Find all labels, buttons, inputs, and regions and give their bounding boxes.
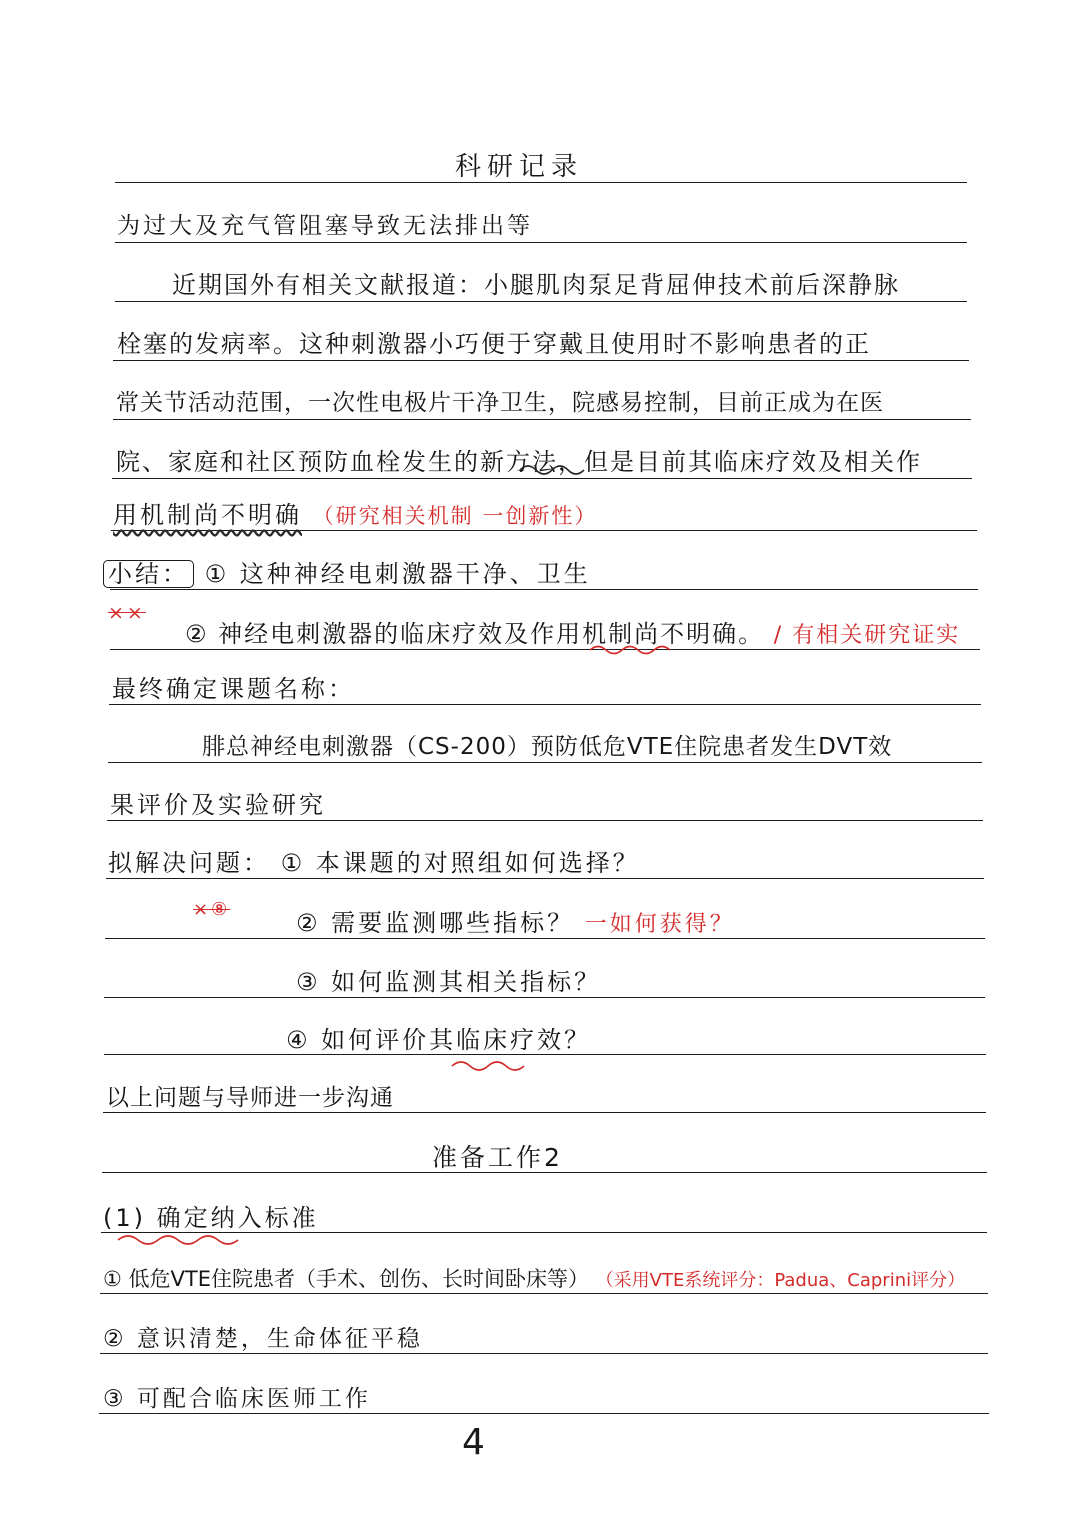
summary-line-2 <box>185 619 960 651</box>
topic-line: 腓总神经电刺激器（CS-200）预防低危VTE住院患者发生DVT效 <box>202 734 893 760</box>
summary-label: 小结： <box>103 560 194 588</box>
rule-line <box>115 182 967 183</box>
summary-line-1 <box>103 559 591 589</box>
rule-line <box>109 704 981 705</box>
problem-item: ③ 如何监测其相关指标？ <box>296 968 602 996</box>
problem-item: ① 本课题的对照组如何选择？ <box>280 849 640 877</box>
rule-line <box>110 589 978 590</box>
criteria-item: ③ 可配合临床医师工作 <box>103 1386 371 1412</box>
red-annotation: 一如何获得？ <box>584 912 735 937</box>
topic-label: 最终确定课题名称： <box>112 675 355 703</box>
page-number: 4 <box>462 1422 485 1463</box>
crossed-out-mark: ×⑧ <box>193 899 231 920</box>
problems-label: 拟解决问题： <box>108 849 270 877</box>
section-heading: 准备工作2 <box>432 1143 563 1172</box>
summary-item: ① 这种神经电刺激器干净、卫生 <box>204 560 591 588</box>
text-line: 栓塞的发病率。这种刺激器小巧便于穿戴且使用时不影响患者的正 <box>117 330 871 358</box>
problems-line-2 <box>296 908 735 940</box>
wavy-underline-mark <box>452 1062 524 1070</box>
text-line: 常关节活动范围，一次性电极片干净卫生，院感易控制，目前正成为在医 <box>116 390 884 416</box>
rule-line <box>112 478 972 479</box>
rule-line <box>113 419 971 420</box>
page-title: 科研记录 <box>455 152 584 182</box>
criteria-item: ① 低危VTE住院患者（手术、创伤、长时间卧床等） <box>103 1267 589 1291</box>
problem-item: ② 需要监测哪些指标？ <box>296 909 575 937</box>
topic-line: 果评价及实验研究 <box>110 791 326 819</box>
rule-line <box>115 242 967 243</box>
text-line: 院、家庭和社区预防血栓发生的新方法，但是目前其临床疗效及相关作 <box>116 448 922 476</box>
rule-line <box>108 762 982 763</box>
criteria-heading: (1) 确定纳入标准 <box>103 1204 319 1232</box>
rule-line <box>106 878 984 879</box>
criteria-item: ② 意识清楚，生命体征平稳 <box>103 1326 423 1352</box>
red-annotation: （采用VTE系统评分：Padua、Caprini评分） <box>595 1270 966 1291</box>
rule-line <box>104 997 985 998</box>
wavy-underline-mark <box>118 1236 238 1244</box>
criteria-line-1 <box>103 1264 965 1296</box>
red-annotation: / 有相关研究证实 <box>773 623 961 648</box>
summary-item: ② 神经电刺激器的临床疗效及作用机制尚不明确。 <box>185 620 765 648</box>
text-line: 为过大及充气管阻塞导致无法排出等 <box>117 213 533 239</box>
rule-line <box>107 820 983 821</box>
rule-line <box>115 301 967 302</box>
rule-line <box>113 360 969 361</box>
problem-item: ④ 如何评价其临床疗效？ <box>286 1026 592 1054</box>
crossed-out-mark: ×× <box>108 602 146 624</box>
followup-line: 以上问题与导师进一步沟通 <box>106 1085 394 1111</box>
red-annotation: （研究相关机制 一创新性） <box>312 504 598 528</box>
text-line: 近期国外有相关文献报道：小腿肌肉泵足背屈伸技术前后深静脉 <box>172 271 900 299</box>
problems-line-1 <box>108 848 640 878</box>
text-line <box>113 500 597 531</box>
underlined-phrase: 用机制尚不明确 <box>113 501 302 529</box>
